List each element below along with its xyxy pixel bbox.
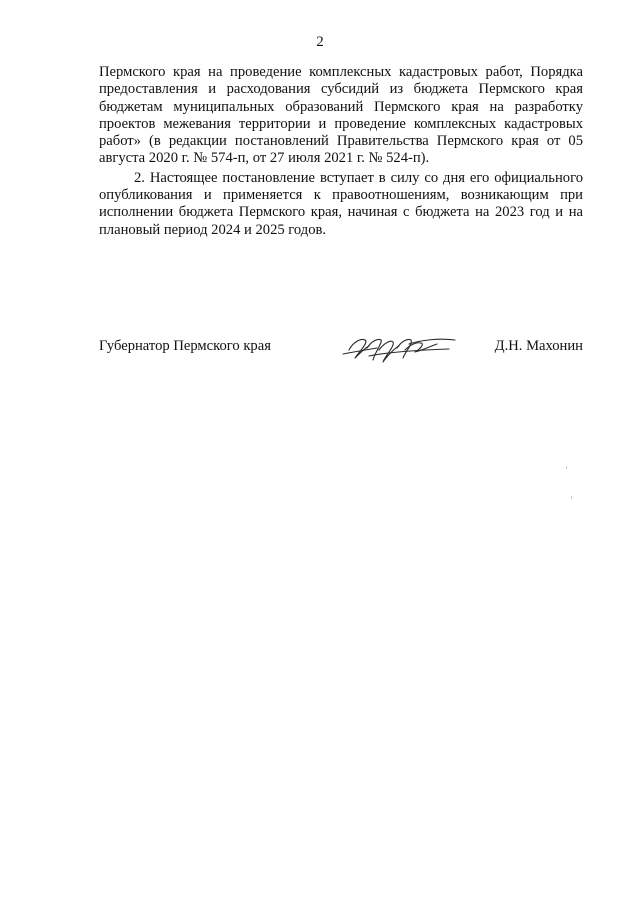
signatory-name: Д.Н. Махонин xyxy=(494,338,583,354)
scan-artifact xyxy=(571,496,572,499)
page-number: 2 xyxy=(316,34,324,50)
handwritten-signature-icon xyxy=(339,330,459,366)
signatory-position: Губернатор Пермского края xyxy=(99,338,271,354)
scan-artifact xyxy=(566,466,567,469)
paragraph-item-2: 2. Настоящее постановление вступает в силу со дня его официального опубликования и применяется к правоотношениям, возникающим при исполнении бюджета Пермского края, начиная с бюджета на 2023 год и на плановый период 2024 и 2025 годов. xyxy=(99,169,583,238)
paragraph-continuation: Пермского края на проведение комплексных кадастровых работ, Порядка предоставления и расходования субсидий из бюджета Пермского края бюджетам муниципальных образований Пермского края на разработку проектов межевания территории и проведение комплексных кадастровых работ» (в редакции постановлений Правительства Пермского края от 05 августа 2020 г. № 574-п, от 27 июля 2021 г. № 524-п). xyxy=(99,64,583,167)
signature-block xyxy=(99,330,583,370)
document-body xyxy=(99,64,583,239)
